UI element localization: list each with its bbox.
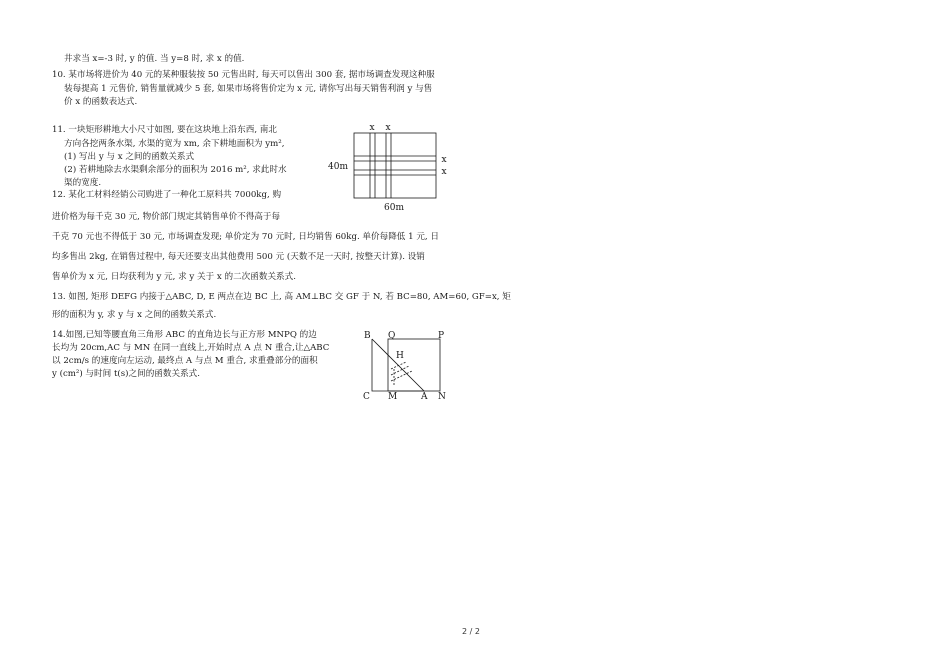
point-c-label: C bbox=[363, 392, 370, 402]
point-n-label: N bbox=[438, 392, 446, 402]
problem13-line2: 形的面积为 y, 求 y 与 x 之间的函数关系式. bbox=[52, 310, 217, 320]
problem10-line1: 10. 某市场将进价为 40 元的某种服装按 50 元售出时, 每天可以售出 300 套, 据市场调查发现这种服 bbox=[52, 70, 435, 80]
width-label: 60m bbox=[384, 203, 404, 213]
top-x-label-2: x bbox=[385, 123, 391, 133]
point-b-label: B bbox=[364, 331, 371, 341]
page-number: 2 / 2 bbox=[462, 627, 480, 636]
problem12-line1: 12. 某化工材料经销公司购进了一种化工原料共 7000kg, 购 bbox=[52, 190, 282, 200]
square-mnpq bbox=[388, 339, 440, 391]
triangle-abc bbox=[372, 339, 424, 391]
problem12-line4: 均多售出 2kg, 在销售过程中, 每天还要支出其他费用 500 元 (天数不足一天时, 按整天计算). 设销 bbox=[52, 252, 425, 262]
overlap-hatching bbox=[391, 362, 412, 386]
problem12-line2: 进价格为每千克 30 元, 物价部门规定其销售单价不得高于每 bbox=[52, 212, 281, 222]
problem14-line2: 长均为 20cm,AC 与 MN 在同一直线上,开始时点 A 点 N 重合,让△ABC bbox=[52, 343, 330, 353]
point-p-label: P bbox=[438, 331, 445, 341]
problem10-line2: 装每提高 1 元售价, 销售量就减少 5 套, 如果市场将售价定为 x 元, 请你写出每天销售利润 y 与售 bbox=[64, 84, 433, 94]
problem11-line3: (1) 写出 y 与 x 之间的函数关系式 bbox=[64, 152, 195, 162]
problem10-line3: 价 x 的函数表达式. bbox=[64, 97, 138, 107]
problem13-line1: 13. 如图, 矩形 DEFG 内接于△ABC, D, E 两点在边 BC 上, 高 AM⊥BC 交 GF 于 N, 若 BC=80, AM=60, GF=x, 矩 bbox=[52, 292, 511, 302]
point-h-label: H bbox=[396, 351, 404, 361]
problem9-tail: 井求当 x=-3 时, y 的值. 当 y=8 时, 求 x 的值. bbox=[64, 54, 245, 64]
right-x-label-1: x bbox=[441, 155, 447, 165]
right-x-label-2: x bbox=[441, 167, 447, 177]
point-a-label: A bbox=[421, 392, 428, 402]
problem11-line4: (2) 若耕地除去水渠剩余部分的面积为 2016 m², 求此时水 bbox=[64, 165, 287, 175]
problem11-line5: 渠的宽度. bbox=[64, 178, 102, 188]
problem11-line1: 11. 一块矩形耕地大小尺寸如图, 要在这块地上沿东西, 南北 bbox=[52, 125, 277, 135]
point-q-label: Q bbox=[388, 331, 396, 341]
problem11-line2: 方向各挖两条水渠, 水渠的宽为 xm, 余下耕地面积为 ym², bbox=[64, 139, 285, 149]
field-canal-diagram bbox=[320, 118, 460, 218]
problem12-line5: 售单价为 x 元, 日均获利为 y 元, 求 y 关于 x 的二次函数关系式. bbox=[52, 272, 296, 282]
problem12-line3: 千克 70 元也不得低于 30 元, 市场调查发现; 单价定为 70 元时, 日均销售 60kg. 单价每降低 1 元, 日 bbox=[52, 232, 439, 242]
problem14-line1: 14.如图,已知等腰直角三角形 ABC 的直角边长与正方形 MNPQ 的边 bbox=[52, 330, 317, 340]
triangle-square-diagram bbox=[358, 326, 458, 402]
top-x-label-1: x bbox=[369, 123, 375, 133]
field-outline bbox=[354, 133, 436, 198]
point-m-label: M bbox=[388, 392, 398, 402]
height-label: 40m bbox=[328, 162, 348, 172]
problem14-line3: 以 2cm/s 的速度向左运动, 最终点 A 与点 M 重合, 求重叠部分的面积 bbox=[52, 356, 318, 366]
problem14-line4: y (cm²) 与时间 t(s)之间的函数关系式. bbox=[52, 369, 200, 379]
